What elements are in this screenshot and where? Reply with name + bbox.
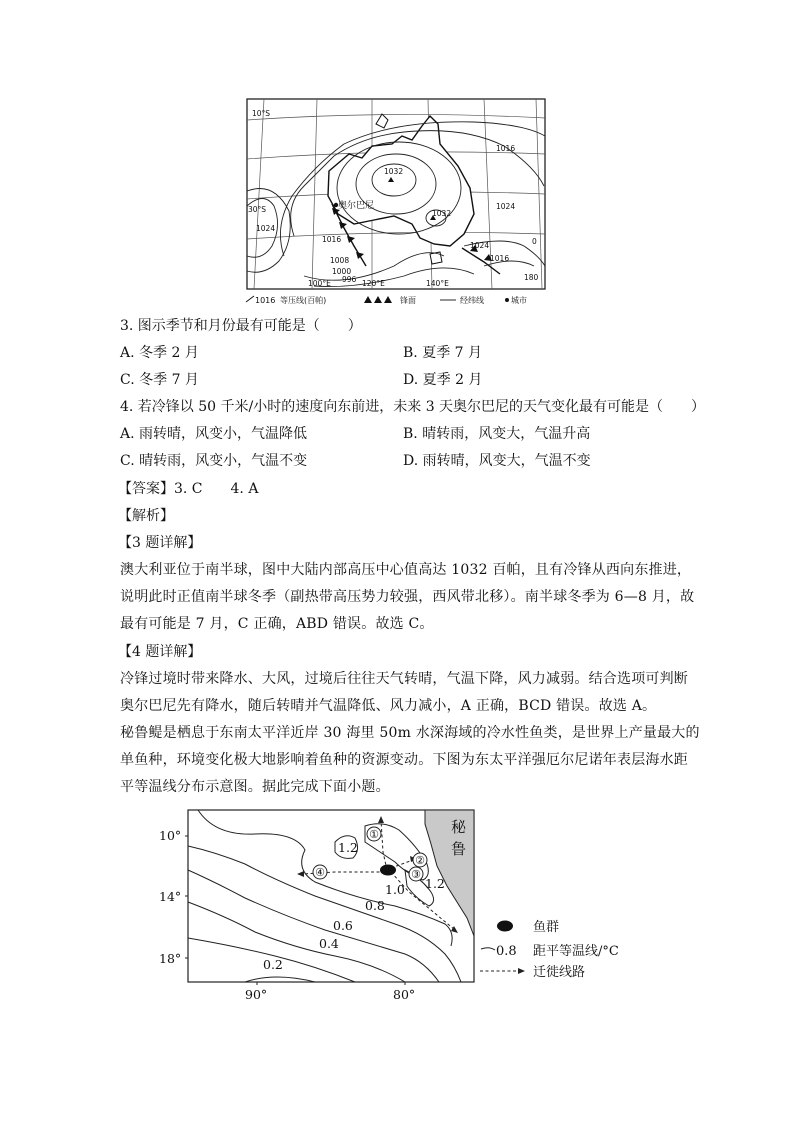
- intro-paragraph: [120, 720, 700, 801]
- isotherm-label: 0.2: [263, 957, 283, 972]
- route-2-label: ②: [415, 854, 425, 867]
- pressure-label: 996: [342, 275, 357, 284]
- isotherm-label: 1.2: [338, 840, 358, 855]
- text-line: 秘鲁鳀是栖息于东南太平洋近岸 30 海里 50m 水深海域的冷水性鱼类，是世界上产量最大的: [120, 725, 700, 741]
- lon-label: 100°E: [308, 279, 331, 288]
- text-line: 说明此时正值南半球冬季（副热带高压势力较强，西风带北移）。南半球冬季为 6—8 月，故: [120, 589, 695, 605]
- q3-option-b: B. 夏季 7 月: [403, 345, 482, 361]
- route-3-label: ③: [411, 868, 421, 881]
- pressure-label: 1016: [490, 254, 510, 263]
- text-line: 单鱼种，环境变化极大地影响着鱼种的资源变动。下图为东太平洋强厄尔尼诺年表层海水距: [120, 752, 688, 768]
- lon-label: 90°: [245, 987, 268, 1002]
- legend-iso: 距平等温线/°C: [533, 944, 619, 959]
- pressure-label: 1000: [332, 267, 352, 276]
- sub3-heading: 【3 题详解】: [118, 535, 202, 551]
- isotherm-label: 1.0: [385, 882, 405, 897]
- lat-label: 10°: [159, 828, 182, 843]
- land-label-peru: 鲁: [451, 840, 467, 858]
- route-1-label: ①: [369, 828, 379, 841]
- lon-label: 120°E: [362, 279, 385, 288]
- sub3-explanation: [120, 557, 694, 638]
- legend-iso-sample: 0.8: [496, 944, 517, 959]
- city-label: 奥尔巴尼: [338, 201, 375, 211]
- text-line: 奥尔巴尼先有降水，随后转晴并气温降低、风力减小，A 正确，BCD 错误。故选 A。: [120, 698, 657, 714]
- lat-label: 10°S: [252, 109, 271, 118]
- q3-option-a: A. 冬季 2 月: [120, 345, 199, 361]
- pressure-label: 1024: [256, 224, 276, 233]
- q4-option-a: A. 雨转晴，风变小，气温降低: [120, 426, 308, 442]
- isotherm-label: 0.4: [319, 936, 339, 951]
- isotherm-label: 1.2: [425, 876, 445, 891]
- pressure-label: 1032: [384, 167, 404, 176]
- lon-label: 140°E: [426, 279, 449, 288]
- legend-isobar-sample: 1016: [255, 296, 276, 305]
- legend-grid: 经纬线: [460, 296, 484, 305]
- pressure-label: 1016: [322, 235, 342, 244]
- question-3-stem: 3. 图示季节和月份最有可能是（ ）: [120, 318, 362, 334]
- q4-option-b: B. 晴转雨，风变大，气温升高: [403, 426, 591, 442]
- q4-option-c: C. 晴转雨，风变小，气温不变: [120, 453, 308, 469]
- question-4-stem: 4. 若冷锋以 50 千米/小时的速度向东前进，未来 3 天奥尔巴尼的天气变化最有可能是（ ）: [120, 399, 706, 415]
- sst-anomaly-map: [155, 806, 645, 1006]
- pressure-label: 1016: [496, 144, 516, 153]
- q3-option-d: D. 夏季 2 月: [403, 372, 483, 388]
- pressure-label: 1024: [470, 241, 490, 250]
- fish-school-marker: [380, 865, 396, 876]
- land-label-peru: 秘: [451, 818, 467, 836]
- text-line: 冷锋过境时带来降水、大风，过境后往往天气转晴，气温下降，风力减弱。结合选项可判断: [120, 671, 688, 687]
- legend-front: 锋面: [400, 296, 416, 305]
- analysis-heading: 【解析】: [118, 508, 174, 524]
- lat-label: 14°: [159, 889, 182, 904]
- lon-label: 80°: [393, 987, 416, 1002]
- text-line: 最有可能是 7 月，C 正确，ABD 错误。故选 C。: [120, 616, 434, 632]
- pressure-label: 1032: [432, 209, 452, 218]
- pressure-label: 180: [524, 273, 539, 282]
- route-4-label: ④: [315, 866, 325, 879]
- legend-route: 迁徙线路: [533, 965, 586, 980]
- lat-label: 30°S: [248, 205, 267, 214]
- sub4-explanation: [120, 666, 688, 720]
- pressure-label: 1024: [496, 202, 516, 211]
- text-line: 澳大利亚位于南半球，图中大陆内部高压中心值高达 1032 百帕，且有冷锋从西向东推进，: [120, 562, 692, 578]
- isotherm-label: 0.6: [333, 918, 353, 933]
- answer-line: 【答案】3. C 4. A: [118, 481, 259, 497]
- q4-option-d: D. 雨转晴，风变大，气温不变: [403, 453, 591, 469]
- q3-option-c: C. 冬季 7 月: [120, 372, 199, 388]
- legend-city: 城市: [511, 296, 527, 305]
- pressure-map: [244, 96, 550, 310]
- pressure-label: 0: [532, 237, 537, 246]
- legend-fish: 鱼群: [533, 920, 560, 935]
- isotherm-label: 0.8: [365, 898, 385, 913]
- sub4-heading: 【4 题详解】: [118, 644, 202, 660]
- text-line: 平等温线分布示意图。据此完成下面小题。: [120, 779, 390, 795]
- legend-isobar: 等压线(百帕): [280, 296, 327, 305]
- lat-label: 18°: [159, 951, 182, 966]
- pressure-label: 1008: [330, 256, 350, 265]
